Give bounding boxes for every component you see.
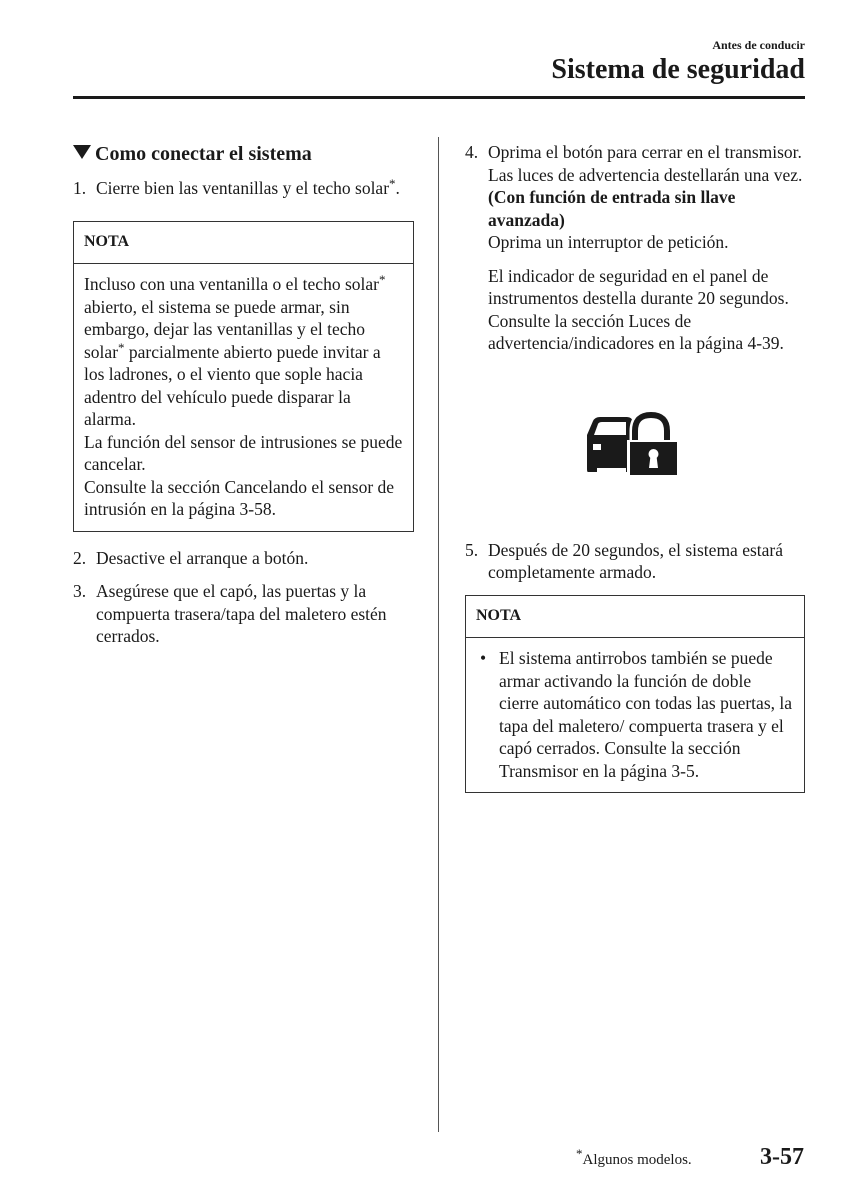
asterisk-mark: * [576, 1146, 583, 1161]
footnote [576, 1146, 692, 1169]
step-number: 2. [73, 547, 87, 568]
header-rule [73, 96, 805, 99]
step-1 [73, 177, 415, 200]
note-box [465, 595, 805, 794]
note-paragraph: Consulte la sección Cancelando el sensor de intrusión en la página 3-58. [84, 476, 395, 519]
step-4 [465, 141, 807, 355]
page-number: 3-57 [760, 1144, 804, 1170]
note-bullet-item [476, 647, 794, 782]
step-text [96, 177, 415, 200]
step-number: 3. [73, 581, 87, 601]
step-text: Asegúrese que el capó, las puertas y la compuerta trasera/tapa del maletero estén cerrados. [96, 581, 387, 646]
section-label: Antes de conducir [712, 38, 805, 52]
step-number: 1. [73, 178, 87, 198]
step-line: Oprima el botón para cerrar en el transmisor. [488, 142, 802, 162]
footnote-text: Algunos modelos. [582, 1152, 692, 1168]
step-paragraph: El indicador de seguridad en el panel de instrumentos destella durante 20 segundos. [488, 265, 789, 308]
note-box [73, 221, 414, 532]
step-text [488, 141, 807, 355]
step-line: Las luces de advertencia destellarán una vez. [488, 164, 803, 185]
note-text: abierto, el sistema se puede armar, sin embargo, dejar las ventanillas y el techo solar [84, 296, 366, 362]
asterisk-mark: * [118, 339, 125, 355]
asterisk-mark: * [378, 272, 386, 287]
page-title: Sistema de seguridad [551, 54, 805, 85]
step-bold-line: (Con función de entrada sin llave avanzada) [488, 187, 736, 230]
column-divider [438, 137, 439, 1132]
note-text: parcialmente abierto puede invitar a los ladrones, o el viento que sople hacia adentro del vehículo puede disparar la alarma. [84, 341, 381, 429]
note-text: Incluso con una ventanilla o el techo solar [84, 274, 379, 294]
step-text-part: . [395, 178, 400, 198]
step-number: 4. [465, 142, 479, 162]
step-3 [73, 580, 415, 648]
subheading-text: Como conectar el sistema [95, 143, 312, 165]
step-text-part: Cierre bien las ventanillas y el techo solar [96, 178, 390, 198]
step-2 [73, 547, 415, 570]
step-line: Oprima un interruptor de petición. [488, 232, 729, 252]
subheading [73, 142, 415, 166]
note-paragraph: La función del sensor de intrusiones se puede cancelar. [84, 431, 403, 474]
step-paragraph: Consulte la sección Luces de advertencia/indicadores en la página 4-39. [488, 310, 784, 353]
note-paragraph [84, 273, 403, 431]
step-text: Después de 20 segundos, el sistema estará completamente armado. [488, 539, 783, 582]
car-lock-icon [585, 411, 681, 479]
note-body [74, 264, 413, 531]
step-5 [465, 539, 807, 584]
triangle-down-icon [73, 145, 91, 159]
bullet-marker: • [480, 648, 487, 668]
left-column [73, 142, 415, 659]
bullet-text: El sistema antirrobos también se puede armar activando la función de doble cierre automático con todas las puertas, la tapa del maletero/ compuerta trasera y el capó cerrados. Consulte la sección Transmisor en la página 3-5. [499, 648, 793, 781]
note-heading: NOTA [466, 596, 804, 639]
step-number: 5. [465, 539, 479, 560]
right-column [465, 141, 807, 793]
step-text: Desactive el arranque a botón. [96, 547, 309, 568]
asterisk-mark: * [389, 176, 396, 191]
note-body [466, 638, 804, 792]
note-heading: NOTA [74, 222, 413, 265]
